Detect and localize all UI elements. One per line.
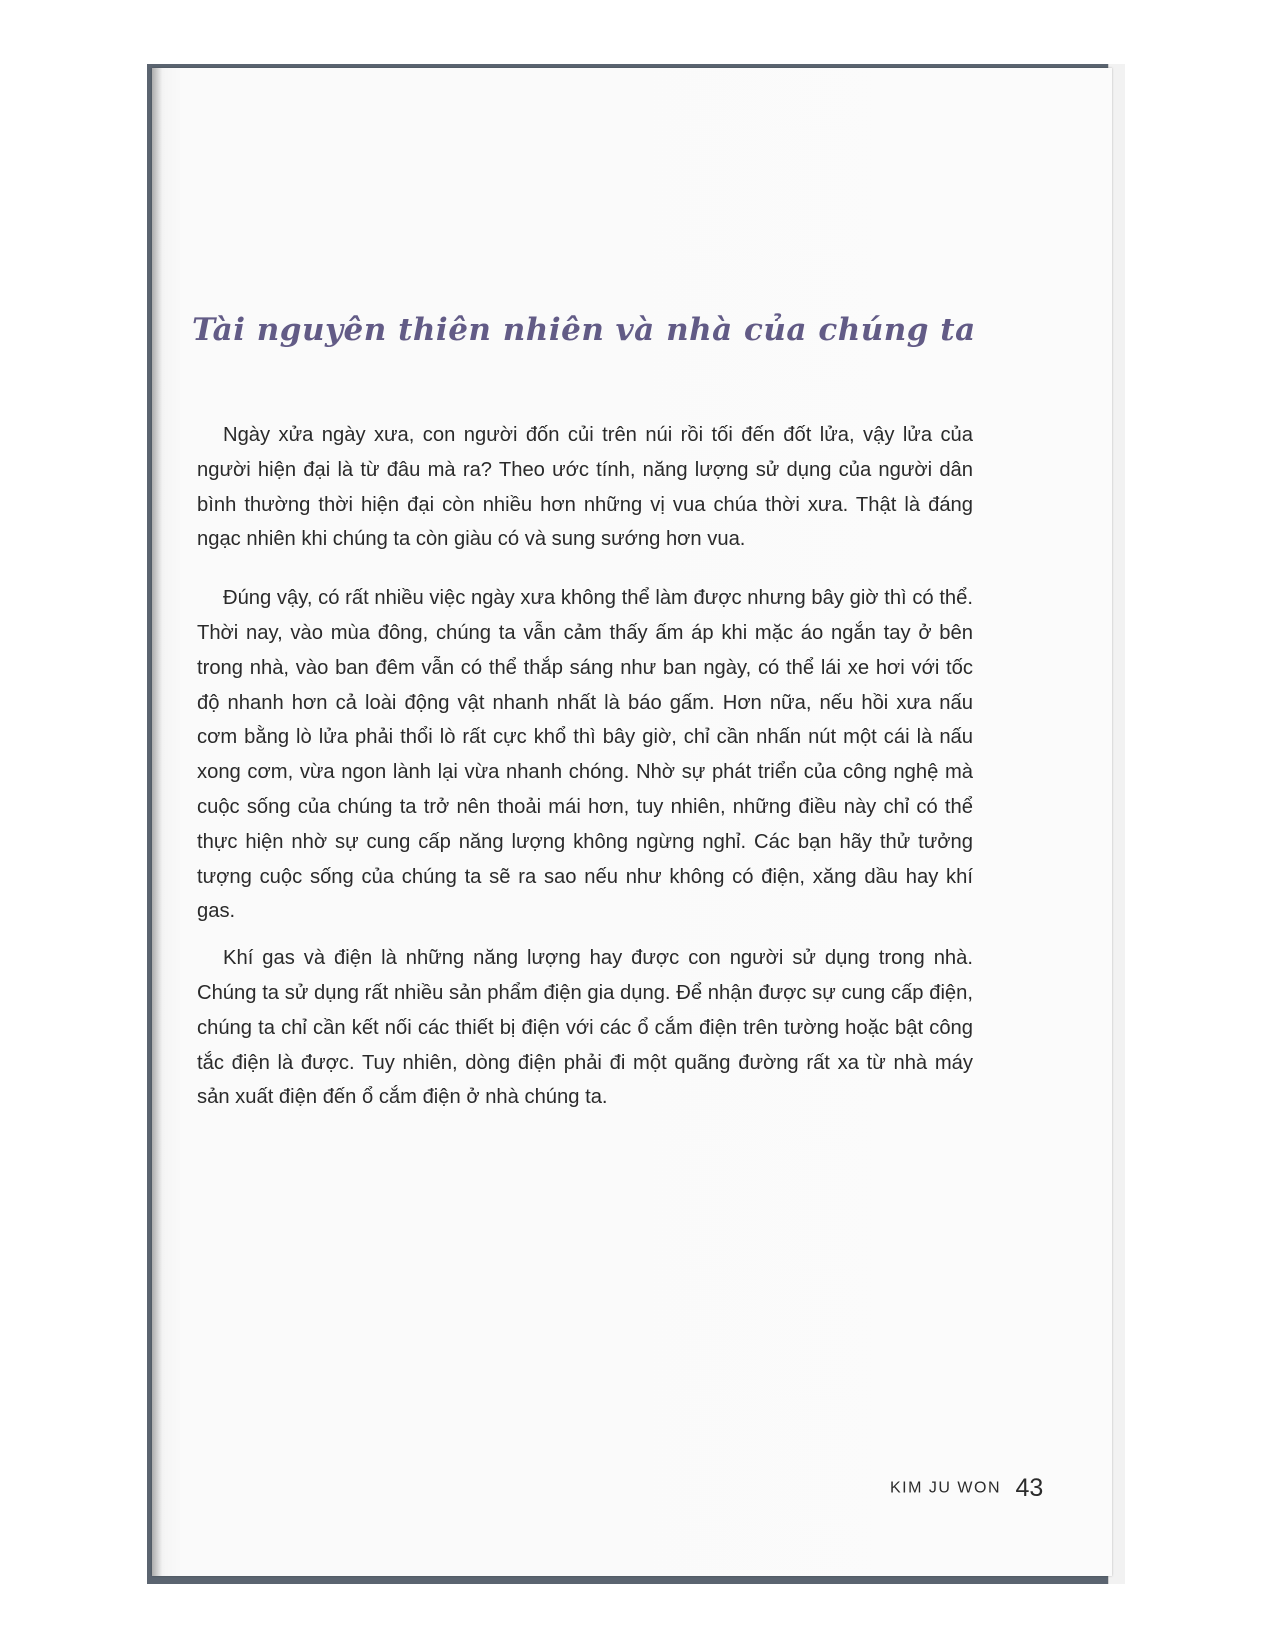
chapter-title: Tài nguyên thiên nhiên và nhà của chúng ta — [192, 312, 976, 348]
page-footer — [890, 1474, 1090, 1503]
running-footer-author: KIM JU WON — [890, 1479, 1001, 1497]
paragraph-3: Khí gas và điện là những năng lượng hay được con người sử dụng trong nhà. Chúng ta sử dụng rất nhiều sản phẩm điện gia dụng. Để nhận được sự cung cấp điện, chúng ta chỉ cần kết nối các thiết bị điện với các ổ cắm điện trên tường hoặc bật công tắc điện là được. Tuy nhiên, dòng điện phải đi một quãng đường rất xa từ nhà máy sản xuất điện đến ổ cắm điện ở nhà chúng ta. — [197, 947, 973, 1109]
spine-shadow — [152, 68, 162, 1576]
paragraph-2: Đúng vậy, có rất nhiều việc ngày xưa không thể làm được nhưng bây giờ thì có thể. Thời nay, vào mùa đông, chúng ta vẫn cảm thấy ấm áp khi mặc áo ngắn tay ở bên trong nhà, vào ban đêm vẫn có thể thắp sáng như ban ngày, có thể lái xe hơi với tốc độ nhanh hơn cả loài động vật nhanh nhất là báo gấm. Hơn nữa, nếu hồi xưa nấu cơm bằng lò lửa phải thổi lò rất cực khổ thì bây giờ, chỉ cần nhấn nút một cái là nấu xong cơm, vừa ngon lành lại vừa nhanh chóng. Nhờ sự phát triển của công nghệ mà cuộc sống của chúng ta trở nên thoải mái hơn, tuy nhiên, những điều này chỉ có thể thực hiện nhờ sự cung cấp năng lượng không ngừng nghỉ. Các bạn hãy thử tưởng tượng cuộc sống của chúng ta sẽ ra sao nếu như không có điện, xăng dầu hay khí gas. — [197, 587, 973, 923]
page-number: 43 — [1015, 1474, 1044, 1502]
paragraph-1: Ngày xửa ngày xưa, con người đốn củi trên núi rồi tối đến đốt lửa, vậy lửa của người hiện đại là từ đâu mà ra? Theo ước tính, năng lượng sử dụng của người dân bình thường thời hiện đại còn nhiều hơn những vị vua chúa thời xưa. Thật là đáng ngạc nhiên khi chúng ta còn giàu có và sung sướng hơn vua. — [197, 424, 973, 551]
body-text — [197, 418, 973, 1115]
